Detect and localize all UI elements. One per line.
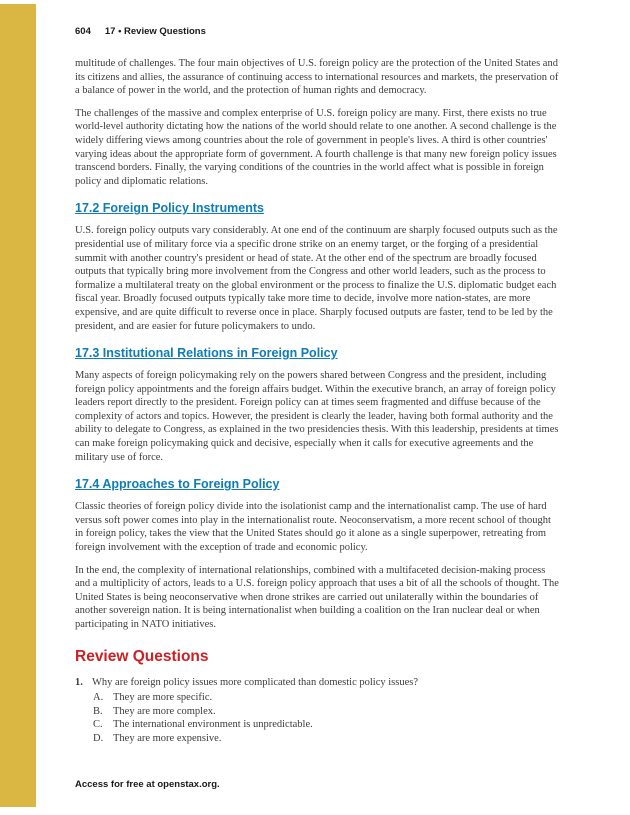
summary-paragraph: multitude of challenges. The four main objectives of U.S. foreign policy are the protection of the United States and its citizens and allies, the assurance of continuing access to international resources and markets, the preservation of a balance of power in the world, and the protection of human rights and democracy. [75,58,559,97]
option-letter: B. [93,705,103,717]
answer-option-d [93,732,559,746]
section-heading-17-3[interactable]: 17.3 Institutional Relations in Foreign Policy [75,346,338,361]
section-heading-17-4[interactable]: 17.4 Approaches to Foreign Policy [75,477,280,492]
option-text: They are more expensive. [113,732,222,744]
summary-paragraph: In the end, the complexity of international relationships, combined with a multifaceted decision-making process and a multiplicity of actors, leads to a U.S. foreign policy approach that uses a bit of all the schools of thought. The United States is being neoconservative when drone strikes are carried out unilaterally within the boundaries of another sovereign nation. It is being internationalist when building a coalition on the Iran nuclear deal or when participating in NATO initiatives. [75,564,559,630]
running-header [75,26,559,37]
option-letter: D. [93,732,104,744]
running-header-title: 17 • Review Questions [104,26,206,37]
section-heading-17-2[interactable]: 17.2 Foreign Policy Instruments [75,201,264,216]
answer-option-b [93,705,559,719]
option-text: They are more complex. [113,705,216,717]
page-edge-accent-bar [0,4,36,807]
summary-paragraph: The challenges of the massive and complex enterprise of U.S. foreign policy are many. First, there exists no true world-level authority dictating how the nations of the world should relate to one another. A second challenge is the widely differing views among countries about the role of government in people's lives. A third is other countries' varying ideas about the appropriate form of government. A fourth challenge is that many new foreign policy issues transcend borders. Finally, the varying conditions of the countries in the world affect what is possible in foreign policy and diplomatic relations. [75,107,557,187]
option-text: They are more specific. [113,692,213,704]
option-text: The international environment is unpredictable. [113,719,313,731]
review-question-1 [75,676,559,690]
summary-paragraph: Classic theories of foreign policy divide into the isolationist camp and the internationalist camp. The use of hard versus soft power comes into play in the internationalist route. Neoconservatism, a more recent school of thought in foreign policy, takes the view that the United States should go it alone as a single superpower, retreating from foreign involvement with the exception of trade and economic policy. [75,501,551,554]
answer-options [93,691,559,745]
option-letter: A. [93,692,104,704]
page-content [75,26,559,746]
summary-paragraph: Many aspects of foreign policymaking rely on the powers shared between Congress and the president, including foreign policy appointments and the foreign affairs budget. Within the executive branch, an array of foreign policy leaders report directly to the president. Foreign policy can at times seem fragmented and diffuse because of the complexity of actors and topics. However, the president is clearly the leader, having both formal authority and the ability to delegate to Congress, as explained in the two presidencies thesis. With this leadership, presidents at times can make foreign policymaking quick and decisive, especially when it calls for executive agreements and the military use of force. [75,370,559,463]
answer-option-a [93,691,559,705]
summary-paragraph: U.S. foreign policy outputs vary considerably. At one end of the continuum are sharply focused outputs such as the presidential use of military force via a specific drone strike on an enemy target, or the forging of a presidential summit with another country's president or head of state. At the other end of the spectrum are broadly focused outputs that typically bring more involvement from the Congress and other world leaders, such as the process to formalize a multilateral treaty on the global environment or the process to finalize the U.S. diplomatic budget each fiscal year. Broadly focused outputs typically take more time to decide, involve more nation-states, are more expensive, and are quite difficult to reverse once in place. Sharply focused outputs are faster, tend to be led by the president, and are easier for future policymakers to undo. [75,225,558,332]
question-number: 1. [75,676,83,688]
question-text: Why are foreign policy issues more complicated than domestic policy issues? [92,676,418,688]
review-questions-heading: Review Questions [75,647,209,665]
chapter-summary [75,57,559,746]
page-number: 604 [75,26,91,37]
page-footer: Access for free at openstax.org. [75,779,220,790]
option-letter: C. [93,719,103,731]
answer-option-c [93,718,559,732]
